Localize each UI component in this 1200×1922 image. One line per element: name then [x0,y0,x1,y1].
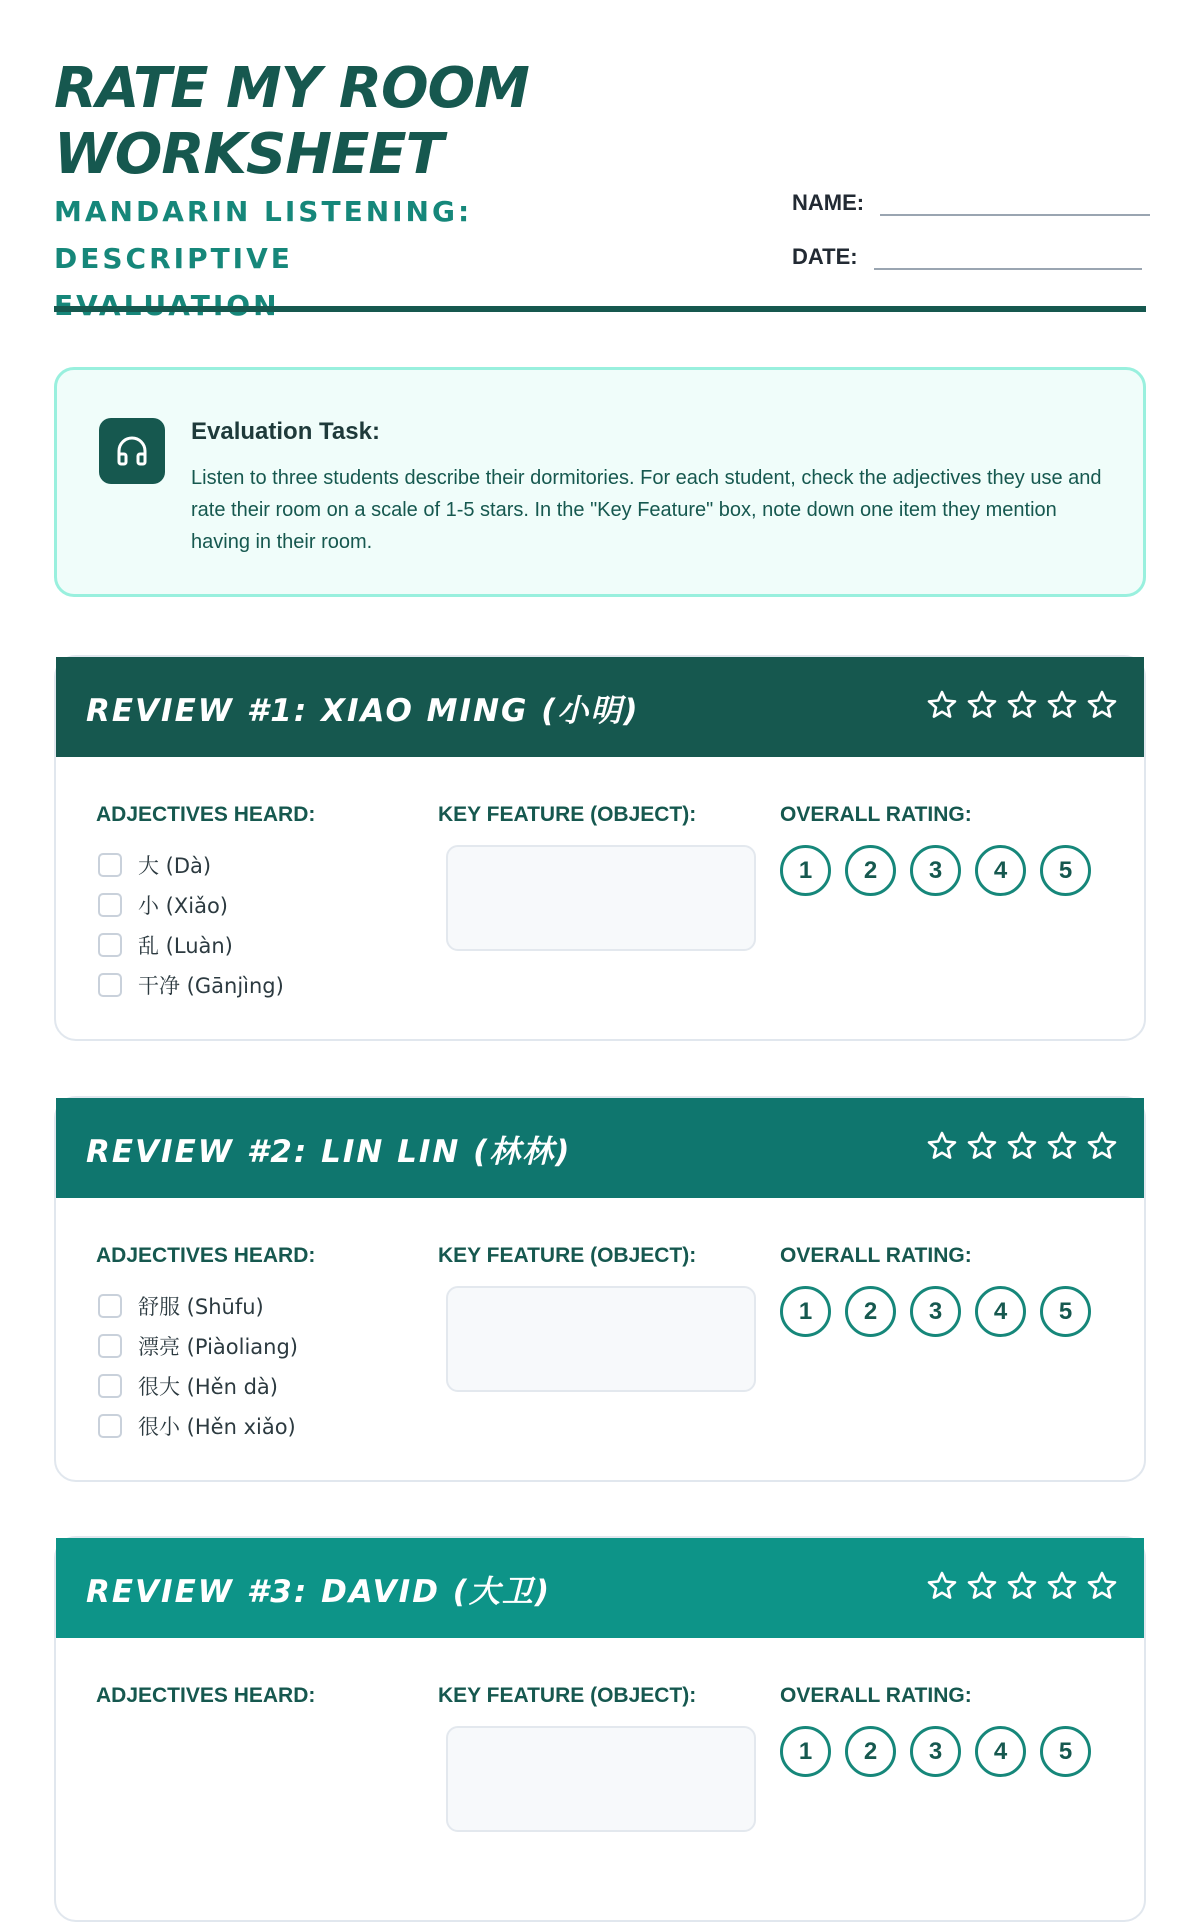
checkbox[interactable] [98,893,122,917]
adjectives-label: ADJECTIVES HEARD: [96,1684,316,1707]
overall-rating-label: OVERALL RATING: [780,803,972,826]
rating-circle[interactable]: 5 [1040,845,1091,896]
adjective-label: 干净 (Gānjìng) [138,974,284,998]
rating-circle[interactable]: 5 [1040,1726,1091,1777]
star-icon[interactable] [966,689,998,726]
star-icon[interactable] [1046,1570,1078,1607]
review-card-3 [54,1536,1146,1922]
page-title [54,56,529,188]
star-icon[interactable] [926,1130,958,1167]
evaluation-task-box [54,367,1146,597]
star-icon[interactable] [1046,689,1078,726]
review-title: REVIEW #2: LIN LIN (林林) [86,1133,572,1170]
key-feature-input[interactable] [446,1726,756,1832]
checkbox[interactable] [98,1294,122,1318]
key-feature-input[interactable] [446,845,756,951]
rating-circle[interactable]: 2 [845,1286,896,1337]
checkbox[interactable] [98,1414,122,1438]
checkbox[interactable] [98,973,122,997]
key-feature-label: KEY FEATURE (OBJECT): [438,1244,697,1267]
star-icon[interactable] [926,689,958,726]
adjective-label: 乱 (Luàn) [138,934,233,958]
star-rating[interactable] [926,689,1118,726]
checkbox[interactable] [98,1374,122,1398]
adjective-option[interactable] [98,885,284,925]
name-input-line[interactable] [880,192,1150,216]
star-icon[interactable] [966,1130,998,1167]
star-icon[interactable] [1046,1130,1078,1167]
rating-circle[interactable]: 3 [910,845,961,896]
adjective-label: 舒服 (Shūfu) [138,1295,264,1319]
adjective-option[interactable] [98,1326,298,1366]
rating-circle[interactable]: 2 [845,1726,896,1777]
adjective-option[interactable] [98,1286,298,1326]
star-icon[interactable] [1086,1130,1118,1167]
adjective-option[interactable] [98,845,284,885]
review-card-1 [54,655,1146,1041]
worksheet-header [54,0,1146,316]
review-title: REVIEW #3: DAVID (大卫) [86,1573,552,1610]
star-rating[interactable] [926,1570,1118,1607]
adjective-option[interactable] [98,965,284,1005]
adjective-option[interactable] [98,1406,298,1446]
review-card-2 [54,1096,1146,1482]
subtitle-line-1: MANDARIN LISTENING: DESCRIPTIVE [54,195,473,275]
task-title: Evaluation Task: [191,418,380,445]
key-feature-label: KEY FEATURE (OBJECT): [438,803,697,826]
name-label: NAME: [792,190,865,215]
task-instructions: Listen to three students describe their dormitories. For each student, check the adjectives they use and rate their room on a scale of 1-5 stars. In the "Key Feature" box, note down one item they mention having in their room. [191,467,1102,553]
review-header [56,1538,1144,1638]
rating-circle[interactable]: 1 [780,1286,831,1337]
adjective-option[interactable] [98,925,284,965]
rating-circle[interactable]: 1 [780,1726,831,1777]
adjectives-label: ADJECTIVES HEARD: [96,803,316,826]
overall-rating-label: OVERALL RATING: [780,1684,972,1707]
star-icon[interactable] [926,1570,958,1607]
rating-scale [780,845,1091,896]
star-icon[interactable] [1086,1570,1118,1607]
checkbox[interactable] [98,933,122,957]
checkbox[interactable] [98,853,122,877]
star-icon[interactable] [966,1570,998,1607]
star-icon[interactable] [1006,1130,1038,1167]
star-rating[interactable] [926,1130,1118,1167]
headphones-icon [99,418,165,484]
checkbox[interactable] [98,1334,122,1358]
title-line-1: RATE MY ROOM [54,56,529,121]
star-icon[interactable] [1006,689,1038,726]
adjective-label: 漂亮 (Piàoliang) [138,1335,298,1359]
review-header [56,1098,1144,1198]
rating-circle[interactable]: 5 [1040,1286,1091,1337]
title-line-2: WORKSHEET [54,122,443,187]
name-field [792,190,1150,216]
adjective-checklist [98,1286,298,1446]
key-feature-label: KEY FEATURE (OBJECT): [438,1684,697,1707]
adjective-checklist [98,845,284,1005]
star-icon[interactable] [1006,1570,1038,1607]
date-field [792,244,1142,270]
review-title: REVIEW #1: XIAO MING (小明) [86,692,640,729]
adjective-label: 很大 (Hěn dà) [138,1375,278,1399]
review-header [56,657,1144,757]
rating-circle[interactable]: 3 [910,1286,961,1337]
rating-circle[interactable]: 1 [780,845,831,896]
star-icon[interactable] [1086,689,1118,726]
adjective-label: 大 (Dà) [138,854,212,878]
adjective-label: 小 (Xiǎo) [138,894,228,918]
adjectives-label: ADJECTIVES HEARD: [96,1244,316,1267]
date-input-line[interactable] [874,246,1142,270]
header-divider [54,306,1146,312]
rating-scale [780,1286,1091,1337]
rating-circle[interactable]: 4 [975,1726,1026,1777]
rating-scale [780,1726,1091,1777]
rating-circle[interactable]: 4 [975,845,1026,896]
adjective-label: 很小 (Hěn xiǎo) [138,1415,296,1439]
rating-circle[interactable]: 3 [910,1726,961,1777]
adjective-option[interactable] [98,1366,298,1406]
rating-circle[interactable]: 4 [975,1286,1026,1337]
key-feature-input[interactable] [446,1286,756,1392]
rating-circle[interactable]: 2 [845,845,896,896]
date-label: DATE: [792,244,858,269]
overall-rating-label: OVERALL RATING: [780,1244,972,1267]
